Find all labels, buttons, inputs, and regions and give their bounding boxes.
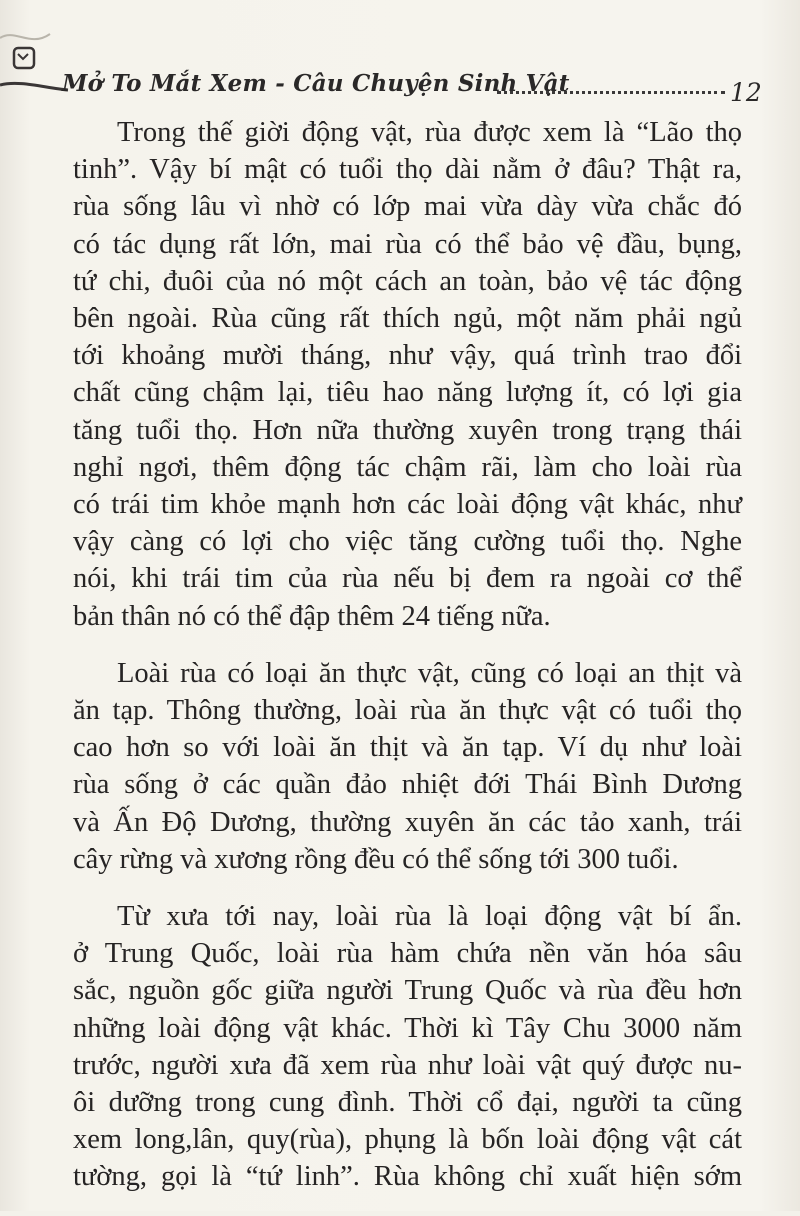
text-line: Trong thế giời động vật, rùa được xem là “Lão thọ [117,117,742,148]
text-line: cao hơn so với loài ăn thịt và ăn tạp. Ví dụ như loài [73,732,742,764]
text-line: tăng tuổi thọ. Hơn nữa thường xuyên trong trạng thái [73,414,742,446]
text-line: Loài rùa có loại ăn thực vật, cũng có loại an thịt và [117,657,742,689]
text-line: Từ xưa tới nay, loài rùa là loại động vật bí ẩn. [117,901,742,933]
text-line: ôi dưỡng trong cung đình. Thời cổ đại, người ta cũng [73,1087,742,1119]
text-line: tới khoảng mười tháng, như vậy, quá trình trao đổi [73,340,742,372]
text-line: ở Trung Quốc, loài rùa hàm chứa nền văn hóa sâu [73,938,742,970]
text-line: trước, người xưa đã xem rùa như loài vật quý được nu- [73,1049,742,1081]
text-line: sắc, nguồn gốc giữa người Trung Quốc và rùa đều hơn [73,975,742,1007]
text-line: rùa sống ở các quần đảo nhiệt đới Thái Bình Dương [73,769,742,801]
text-line: vậy càng có lợi cho việc tăng cường tuổi thọ. Nghe [73,526,742,558]
paragraph [73,898,742,1196]
leader-dots [497,89,725,94]
page-number: 12 [730,78,762,107]
text-line: bên ngoài. Rùa cũng rất thích ngủ, một năm phải ngủ [73,303,742,335]
text-line: cây rừng và xương rồng đều có thể sống tới 300 tuổi. [73,843,679,875]
text-line: có trái tim khỏe mạnh hơn các loài động vật khác, như [73,489,742,521]
text-line: rùa sống lâu vì nhờ có lớp mai vừa dày vừa chắc đó [73,191,742,223]
paragraph [73,655,742,878]
body-text [73,114,742,1216]
text-line: xem long,lân, quy(rùa), phụng là bốn loài động vật cát [73,1124,742,1156]
text-line: tứ chi, đuôi của nó một cách an toàn, bảo vệ tác động [73,265,742,297]
header-ornament-icon [0,30,70,100]
text-line: nói, khi trái tim của rùa nếu bị đem ra ngoài cơ thể [73,563,742,595]
running-header [0,30,800,107]
text-line: bản thân nó có thể đập thêm 24 tiếng nữa. [73,600,551,632]
paragraph [73,114,742,635]
text-line: những loài động vật khác. Thời kì Tây Chu 3000 năm [73,1012,742,1044]
text-line: có tác dụng rất lớn, mai rùa có thể bảo vệ đầu, bụng, [73,228,742,260]
running-title: Mở To Mắt Xem - Câu Chuyện Sinh Vật [62,70,570,97]
text-line: chất cũng chậm lại, tiêu hao năng lượng ít, có lợi gia [73,377,742,409]
text-line: tinh”. Vậy bí mật có tuổi thọ dài nằm ở đâu? Thật ra, [73,154,742,186]
text-line: tường, gọi là “tứ linh”. Rùa không chỉ xuất hiện sớm [73,1161,742,1193]
text-line: và Ấn Độ Dương, thường xuyên ăn các tảo xanh, trái [73,806,742,838]
text-line: nghỉ ngơi, thêm động tác chậm rãi, làm cho loài rùa [73,451,742,483]
text-line: ăn tạp. Thông thường, loài rùa ăn thực vật có tuổi thọ [73,695,742,727]
